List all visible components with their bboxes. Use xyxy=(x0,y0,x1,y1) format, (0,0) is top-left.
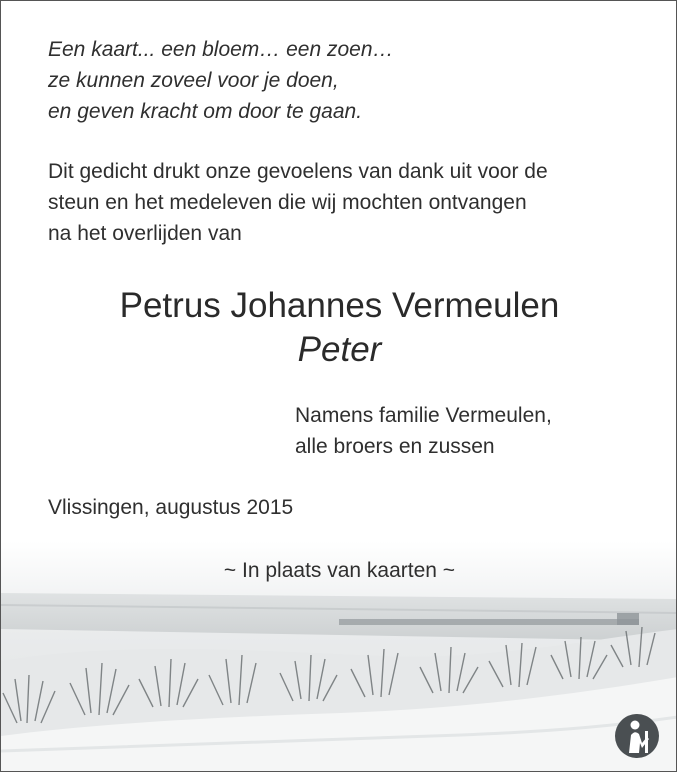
family-signature xyxy=(295,400,552,462)
thanks-paragraph xyxy=(48,156,548,249)
thanks-line: Dit gedicht drukt onze gevoelens van dank uit voor de xyxy=(48,160,548,183)
instead-of-cards-note: ~ In plaats van kaarten ~ xyxy=(223,559,456,582)
poem-line: Een kaart... een bloem… een zoen… xyxy=(48,38,394,61)
poem-line: en geven kracht om door te gaan. xyxy=(48,100,363,123)
thanks-line: steun en het medeleven die wij mochten ontvangen xyxy=(48,191,527,214)
thanks-line: na het overlijden van xyxy=(48,222,242,245)
deceased-full-name: Petrus Johannes Vermeulen xyxy=(119,286,560,325)
memorial-figure-icon xyxy=(614,713,660,759)
deceased-nickname: Peter xyxy=(297,330,382,369)
place-and-date: Vlissingen, augustus 2015 xyxy=(48,496,294,519)
family-line: alle broers en zussen xyxy=(295,435,495,458)
poem xyxy=(48,34,394,127)
poem-line: ze kunnen zoveel voor je doen, xyxy=(48,69,339,92)
family-line: Namens familie Vermeulen, xyxy=(295,404,552,427)
